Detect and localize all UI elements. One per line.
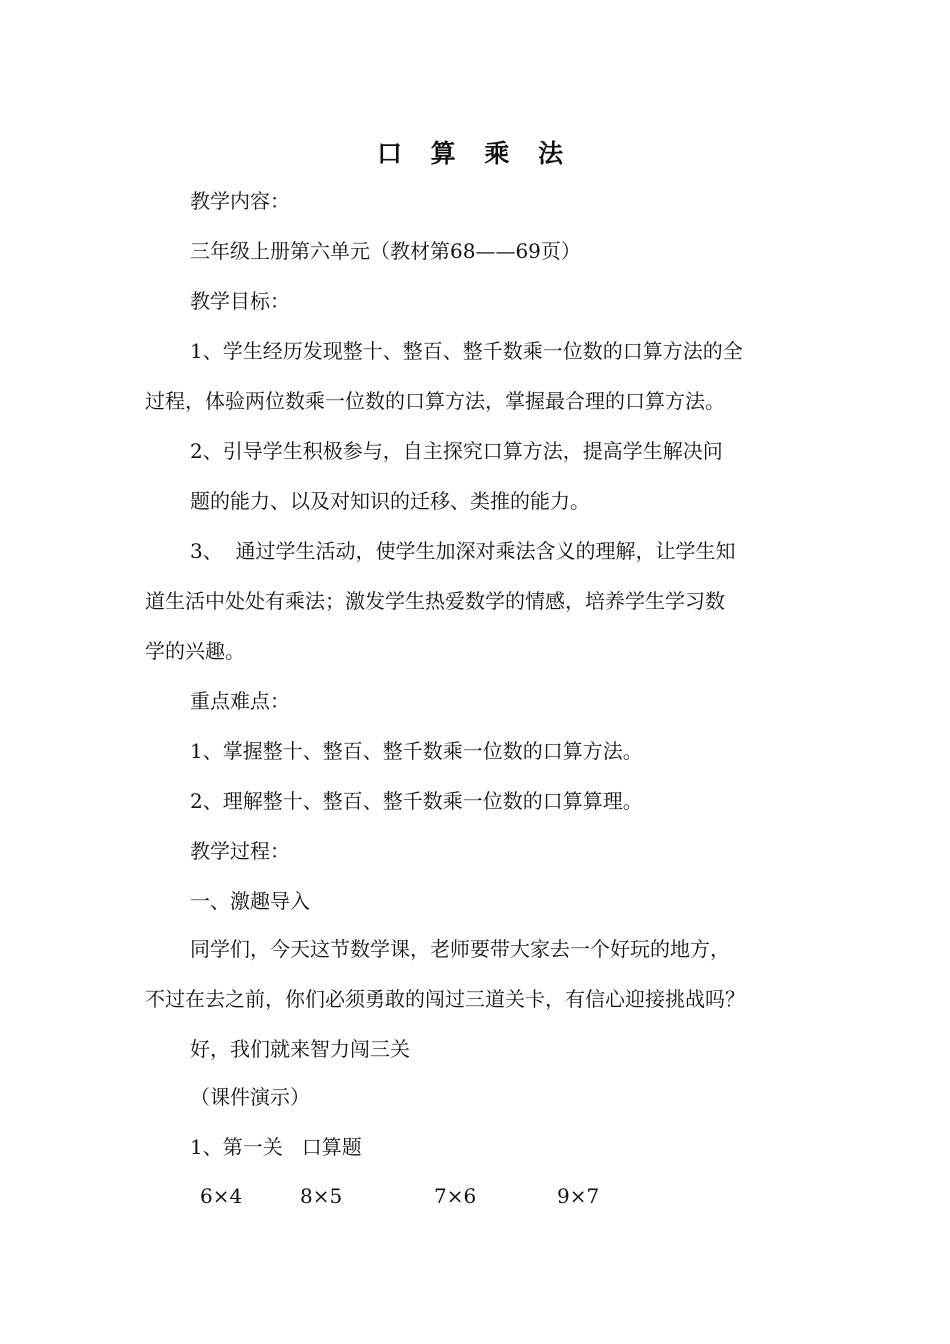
paragraph-line: 不过在去之前，你们必须勇敢的闯过三道关卡，有信心迎接挑战吗？ (145, 987, 745, 1011)
paragraph-line: 道生活中处处有乘法；激发学生热爱数学的情感，培养学生学习数 (145, 589, 725, 613)
exercise-item: 8×5 (300, 1184, 343, 1208)
paragraph-line: 1、掌握整十、整百、整千数乘一位数的口算方法。 (190, 739, 643, 763)
paragraph-line: 一、激趣导入 (190, 889, 310, 913)
paragraph-line: （课件演示） (190, 1085, 310, 1109)
section-heading-goals: 教学目标： (190, 289, 290, 313)
section-heading-content: 教学内容： (190, 189, 290, 213)
paragraph-line: 三年级上册第六单元（教材第68——69页） (190, 239, 581, 263)
paragraph-line: 2、理解整十、整百、整千数乘一位数的口算算理。 (190, 789, 643, 813)
paragraph-line: 好，我们就来智力闯三关 (190, 1037, 410, 1061)
paragraph-line: 1、第一关 口算题 (190, 1135, 362, 1159)
paragraph-line: 学的兴趣。 (145, 639, 245, 663)
exercise-item: 7×6 (434, 1184, 477, 1208)
section-heading-process: 教学过程： (190, 839, 290, 863)
section-heading-key-points: 重点难点： (190, 689, 290, 713)
exercise-item: 9×7 (557, 1184, 600, 1208)
paragraph-line: 同学们，今天这节数学课，老师要带大家去一个好玩的地方， (190, 937, 730, 961)
paragraph-line: 3、 通过学生活动，使学生加深对乘法含义的理解，让学生知 (190, 539, 736, 563)
paragraph-line: 题的能力、以及对知识的迁移、类推的能力。 (190, 489, 590, 513)
exercise-item: 6×4 (200, 1184, 243, 1208)
paragraph-line: 2、引导学生积极参与，自主探究口算方法，提高学生解决问 (190, 439, 723, 463)
paragraph-line: 1、学生经历发现整十、整百、整千数乘一位数的口算方法的全 (190, 339, 743, 363)
paragraph-line: 过程，体验两位数乘一位数的口算方法，掌握最合理的口算方法。 (145, 389, 725, 413)
document-title: 口 算 乘 法 (376, 139, 574, 168)
